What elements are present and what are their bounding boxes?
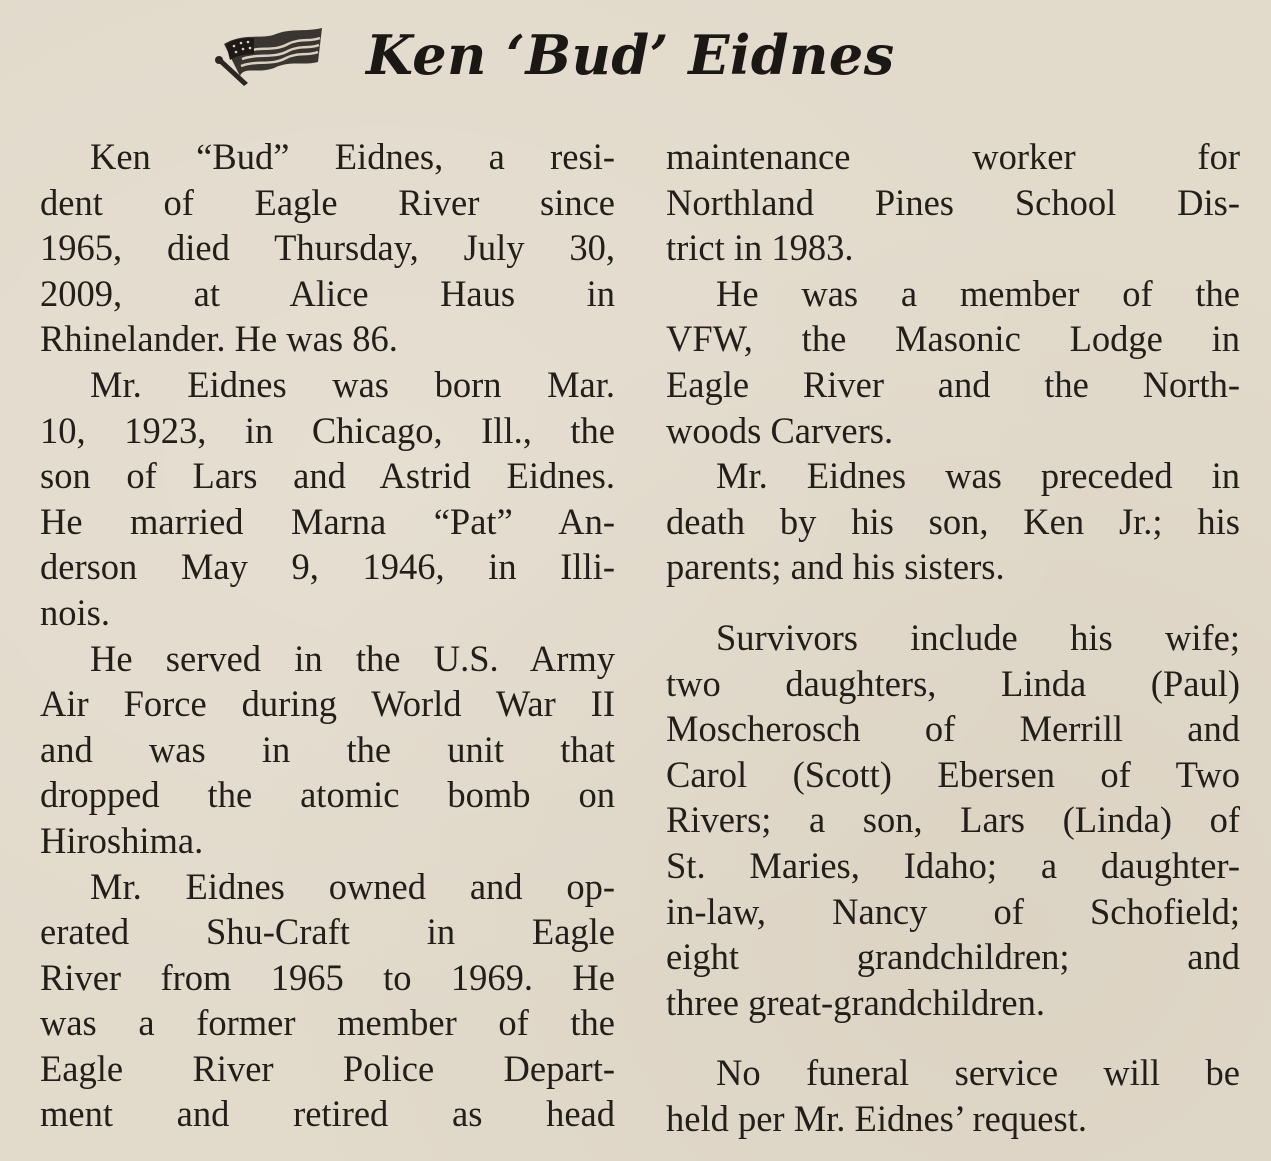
paragraph-gap [666,1025,1240,1050]
article-line: maintenance worker for [666,136,1240,177]
article-line: erated Shu-Craft in Eagle [40,911,615,953]
article-line: was a former member of the [40,1002,615,1044]
article-line: three great-grandchildren. [666,981,1045,1023]
article-line: nois. [40,591,110,633]
article-line: parents; and his sisters. [666,546,1005,588]
article-line: death by his son, Ken Jr.; his [666,500,1240,542]
article-line: He was a member of the [716,272,1240,314]
article-line: 2009, at Alice Haus in [40,272,615,314]
article-column-left [40,134,615,1137]
article-line: son of Lars and Astrid Eidnes. [40,455,615,497]
article-line: dent of Eagle River since [40,181,615,223]
article-line: Carol (Scott) Ebersen of Two [666,753,1240,795]
article-line: and was in the unit that [40,728,615,770]
article-line: derson May 9, 1946, in Illi- [40,546,615,588]
article-line: Mr. Eidnes was preceded in [716,455,1240,497]
article-line: Hiroshima. [40,819,204,861]
article-line: No funeral service will be [716,1052,1240,1094]
article-line: River from 1965 to 1969. He [40,956,615,998]
article-line: 1965, died Thursday, July 30, [40,227,615,269]
article-line: two daughters, Linda (Paul) [666,662,1240,704]
article-line: Northland Pines School Dis- [666,181,1240,223]
american-flag-icon [214,22,326,90]
article-line: trict in 1983. [666,227,854,269]
paragraph-gap [666,590,1240,615]
article-line: held per Mr. Eidnes’ request. [666,1097,1087,1139]
article-line: Rhinelander. He was 86. [40,318,398,360]
article-line: Eagle River and the North- [666,363,1240,405]
obituary-header [0,12,1271,102]
article-line: ment and retired as head [40,1093,615,1135]
article-line: in-law, Nancy of Schofield; [666,890,1240,932]
article-line: Air Force during World War II [40,683,615,725]
article-line: woods Carvers. [666,409,894,451]
article-line: He served in the U.S. Army [90,637,615,679]
obituary-title: Ken ‘Bud’ Eidnes [366,23,895,87]
article-line: He married Marna “Pat” An- [40,500,615,542]
article-line: Mr. Eidnes owned and op- [90,865,615,907]
article-line: Moscherosch of Merrill and [666,708,1240,750]
article-line: Survivors include his wife; [716,616,1240,658]
article-line: eight grandchildren; and [666,936,1240,978]
article-line: VFW, the Masonic Lodge in [666,318,1240,360]
article-line: St. Maries, Idaho; a daughter- [666,844,1240,886]
article-line: 10, 1923, in Chicago, Ill., the [40,409,615,451]
article-line: Rivers; a son, Lars (Linda) of [666,799,1240,841]
article-line: dropped the atomic bomb on [40,774,615,816]
article-line: Ken “Bud” Eidnes, a resi- [90,136,615,177]
article-line: Eagle River Police Depart- [40,1047,615,1089]
article-line: Mr. Eidnes was born Mar. [90,363,615,405]
article-column-right [666,134,1240,1141]
